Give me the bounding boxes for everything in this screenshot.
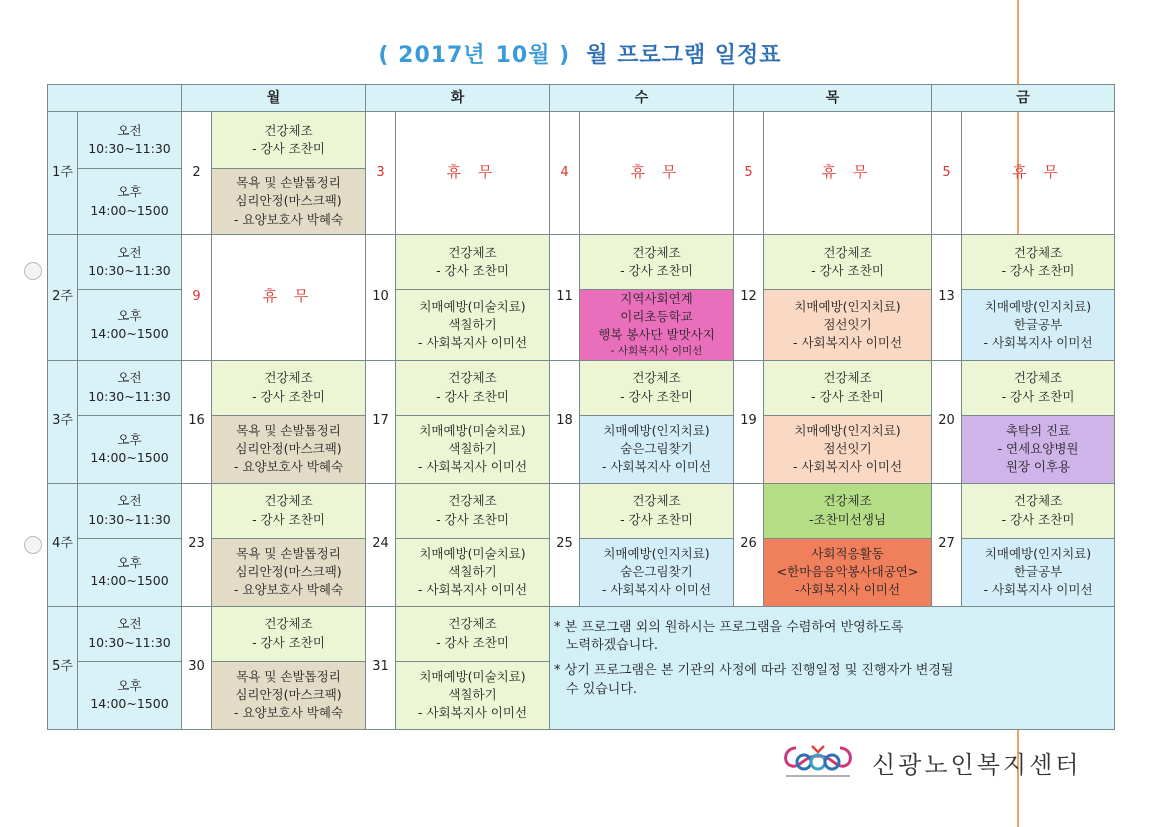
program-cell: 건강체조 -조찬미선생님 xyxy=(764,483,932,538)
program-cell: 치매예방(인지치료) 숨은그림찾기 - 사회복지사 이미선 xyxy=(580,538,734,606)
time-am: 오전 10:30~11:30 xyxy=(78,360,182,415)
date-number: 19 xyxy=(734,360,764,483)
program-cell: 치매예방(미술치료) 색칠하기 - 사회복지사 이미선 xyxy=(396,290,550,361)
date-number: 16 xyxy=(182,360,212,483)
program-cell: 치매예방(미술치료) 색칠하기 - 사회복지사 이미선 xyxy=(396,415,550,483)
date-number: 26 xyxy=(734,483,764,606)
date-number: 23 xyxy=(182,483,212,606)
note-2: * 상기 프로그램은 본 기관의 사정에 따라 진행일정 및 진행자가 변경될 수 있습니다. xyxy=(554,663,954,698)
date-number: 20 xyxy=(932,360,962,483)
date-number: 24 xyxy=(366,483,396,606)
program-cell: 건강체조 - 강사 조찬미 xyxy=(396,360,550,415)
program-cell: 건강체조 - 강사 조찬미 xyxy=(764,360,932,415)
rest-cell: 휴 무 xyxy=(580,112,734,235)
program-cell: 촉탁의 진료 - 연세요양병원 원장 이후용 xyxy=(962,415,1115,483)
header-thu: 목 xyxy=(734,85,932,112)
program-cell: 건강체조 - 강사 조찬미 xyxy=(212,483,366,538)
header-tue: 화 xyxy=(366,85,550,112)
notes-cell xyxy=(550,606,1115,729)
date-number: 30 xyxy=(182,606,212,729)
binder-hole xyxy=(24,536,42,554)
title-month: 10월 ) xyxy=(495,43,571,68)
header-fri: 금 xyxy=(932,85,1115,112)
program-cell: 건강체조 - 강사 조찬미 xyxy=(580,360,734,415)
rest-cell: 휴 무 xyxy=(764,112,932,235)
date-number: 27 xyxy=(932,483,962,606)
date-number: 3 xyxy=(366,112,396,235)
program-cell: 지역사회연계 이리초등학교 행복 봉사단 발맛사지 - 사회복지사 이미선 xyxy=(580,290,734,361)
program-cell: 건강체조 - 강사 조찬미 xyxy=(580,483,734,538)
rest-cell: 휴 무 xyxy=(212,235,366,361)
header-wed: 수 xyxy=(550,85,734,112)
program-cell: 목욕 및 손발톱정리 심리안정(마스크팩) - 요양보호사 박혜숙 xyxy=(212,169,366,235)
week-label: 4주 xyxy=(48,483,78,606)
program-cell: 건강체조 - 강사 조찬미 xyxy=(212,112,366,169)
time-pm: 오후 14:00~1500 xyxy=(78,661,182,729)
program-cell: 치매예방(인지치료) 숨은그림찾기 - 사회복지사 이미선 xyxy=(580,415,734,483)
date-number: 9 xyxy=(182,235,212,361)
program-cell: 치매예방(인지치료) 점선잇기 - 사회복지사 이미선 xyxy=(764,415,932,483)
note-1: * 본 프로그램 외의 원하시는 프로그램을 수렴하여 반영하도록 노력하겠습니다. xyxy=(554,619,904,654)
program-cell: 치매예방(미술치료) 색칠하기 - 사회복지사 이미선 xyxy=(396,538,550,606)
program-cell: 건강체조 - 강사 조찬미 xyxy=(962,360,1115,415)
time-pm: 오후 14:00~1500 xyxy=(78,538,182,606)
time-am: 오전 10:30~11:30 xyxy=(78,235,182,290)
program-cell: 치매예방(미술치료) 색칠하기 - 사회복지사 이미선 xyxy=(396,661,550,729)
week-label: 1주 xyxy=(48,112,78,235)
date-number: 25 xyxy=(550,483,580,606)
program-cell: 치매예방(인지치료) 한글공부 - 사회복지사 이미선 xyxy=(962,290,1115,361)
program-cell: 치매예방(인지치료) 한글공부 - 사회복지사 이미선 xyxy=(962,538,1115,606)
date-number: 31 xyxy=(366,606,396,729)
time-pm: 오후 14:00~1500 xyxy=(78,290,182,361)
rest-cell: 휴 무 xyxy=(962,112,1115,235)
program-cell: 사회적응활동 <한마음음악봉사대공연> -사회복지사 이미선 xyxy=(764,538,932,606)
program-cell: 건강체조 - 강사 조찬미 xyxy=(396,606,550,661)
date-number: 2 xyxy=(182,112,212,235)
program-cell: 목욕 및 손발톱정리 심리안정(마스크팩) - 요양보호사 박혜숙 xyxy=(212,538,366,606)
program-cell: 목욕 및 손발톱정리 심리안정(마스크팩) - 요양보호사 박혜숙 xyxy=(212,415,366,483)
time-am: 오전 10:30~11:30 xyxy=(78,606,182,661)
date-number: 13 xyxy=(932,235,962,361)
time-pm: 오후 14:00~1500 xyxy=(78,169,182,235)
week-label: 3주 xyxy=(48,360,78,483)
time-pm: 오후 14:00~1500 xyxy=(78,415,182,483)
header-mon: 월 xyxy=(182,85,366,112)
org-name: 신광노인복지센터 xyxy=(872,751,1082,779)
org-logo-icon xyxy=(778,742,858,782)
program-cell: 치매예방(인지치료) 점선잇기 - 사회복지사 이미선 xyxy=(764,290,932,361)
date-number: 10 xyxy=(366,235,396,361)
program-cell: 건강체조 - 강사 조찬미 xyxy=(962,483,1115,538)
date-number: 4 xyxy=(550,112,580,235)
date-number: 5 xyxy=(734,112,764,235)
week-label: 2주 xyxy=(48,235,78,361)
program-cell: 목욕 및 손발톱정리 심리안정(마스크팩) - 요양보호사 박혜숙 xyxy=(212,661,366,729)
page-title xyxy=(0,38,1160,69)
title-text: 월 프로그램 일정표 xyxy=(586,43,782,68)
program-cell: 건강체조 - 강사 조찬미 xyxy=(764,235,932,290)
week-label: 5주 xyxy=(48,606,78,729)
time-am: 오전 10:30~11:30 xyxy=(78,112,182,169)
program-cell: 건강체조 - 강사 조찬미 xyxy=(396,483,550,538)
date-number: 18 xyxy=(550,360,580,483)
date-number: 17 xyxy=(366,360,396,483)
program-cell: 건강체조 - 강사 조찬미 xyxy=(212,606,366,661)
title-year: ( 2017년 xyxy=(378,43,486,68)
header-corner xyxy=(48,85,182,112)
program-cell: 건강체조 - 강사 조찬미 xyxy=(580,235,734,290)
date-number: 11 xyxy=(550,235,580,361)
program-cell: 건강체조 - 강사 조찬미 xyxy=(396,235,550,290)
program-cell: 건강체조 - 강사 조찬미 xyxy=(212,360,366,415)
date-number: 12 xyxy=(734,235,764,361)
binder-hole xyxy=(24,262,42,280)
time-am: 오전 10:30~11:30 xyxy=(78,483,182,538)
rest-cell: 휴 무 xyxy=(396,112,550,235)
date-number: 5 xyxy=(932,112,962,235)
schedule-table xyxy=(47,84,1115,730)
program-cell: 건강체조 - 강사 조찬미 xyxy=(962,235,1115,290)
